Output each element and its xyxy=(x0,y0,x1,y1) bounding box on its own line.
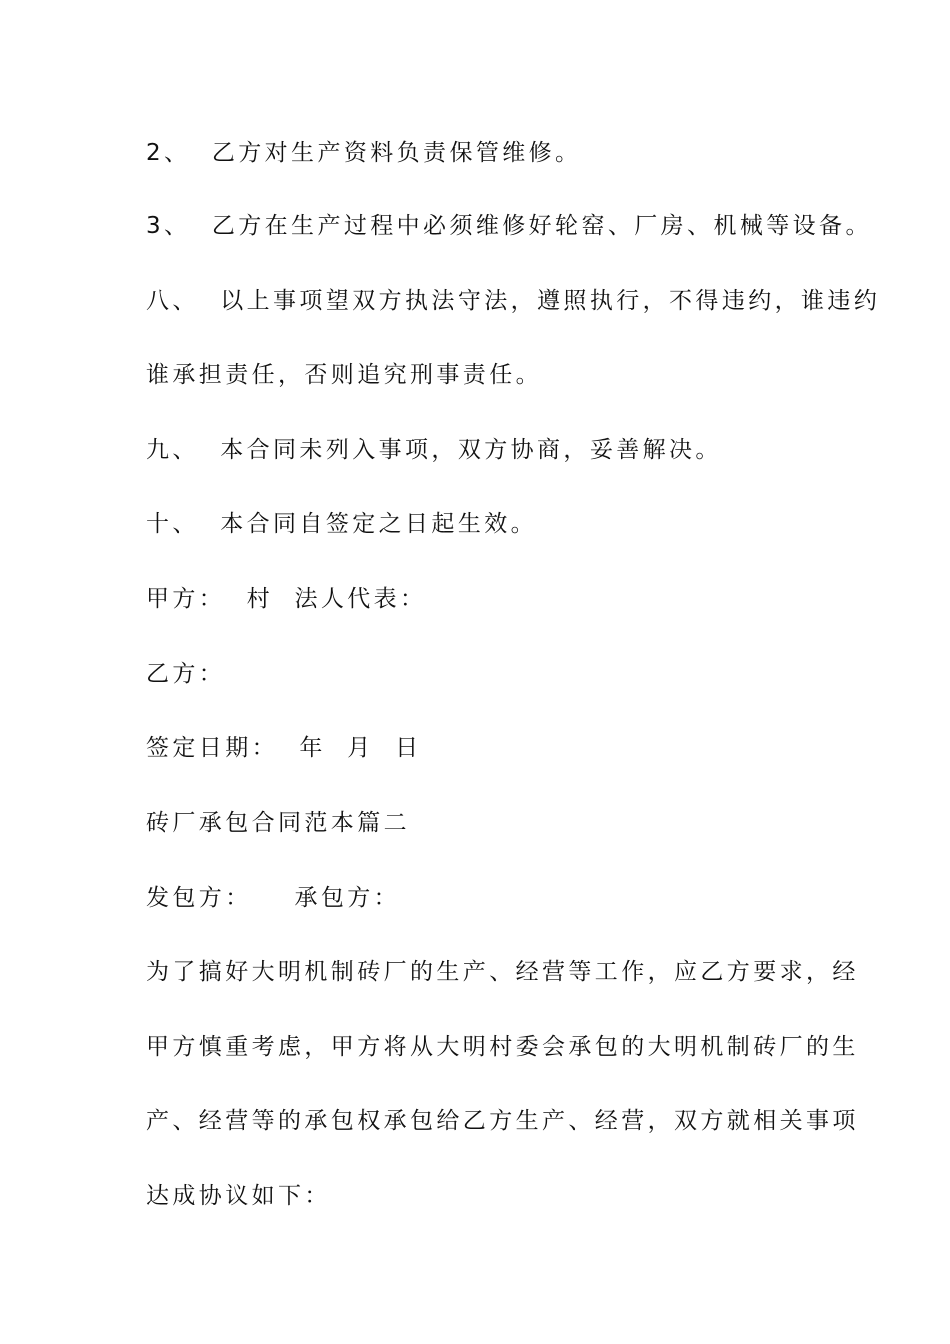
parties-line: 发包方： 承包方： xyxy=(146,885,401,911)
clause-8-line-1: 八、 以上事项望双方执法守法，遵照执行，不得违约，谁违约 xyxy=(146,288,881,314)
clause-2-maintenance: 2、 乙方对生产资料负责保管维修。 xyxy=(146,140,582,166)
signing-date-line: 签定日期： 年 月 日 xyxy=(146,735,422,761)
intro-line-1: 为了搞好大明机制砖厂的生产、经营等工作，应乙方要求，经 xyxy=(146,959,859,985)
intro-line-3: 产、经营等的承包权承包给乙方生产、经营，双方就相关事项 xyxy=(146,1108,859,1134)
party-b-line: 乙方： xyxy=(146,661,226,687)
clause-9: 九、 本合同未列入事项，双方协商，妥善解决。 xyxy=(146,437,722,463)
intro-line-4: 达成协议如下： xyxy=(146,1183,331,1209)
clause-3-equipment: 3、 乙方在生产过程中必须维修好轮窑、厂房、机械等设备。 xyxy=(146,213,872,239)
clause-10: 十、 本合同自签定之日起生效。 xyxy=(146,511,538,537)
party-a-line: 甲方： 村 法人代表： xyxy=(146,586,427,612)
clause-8-line-2: 谁承担责任，否则追究刑事责任。 xyxy=(146,362,542,388)
intro-line-2: 甲方慎重考虑，甲方将从大明村委会承包的大明机制砖厂的生 xyxy=(146,1034,859,1060)
section-title: 砖厂承包合同范本篇二 xyxy=(146,810,410,836)
